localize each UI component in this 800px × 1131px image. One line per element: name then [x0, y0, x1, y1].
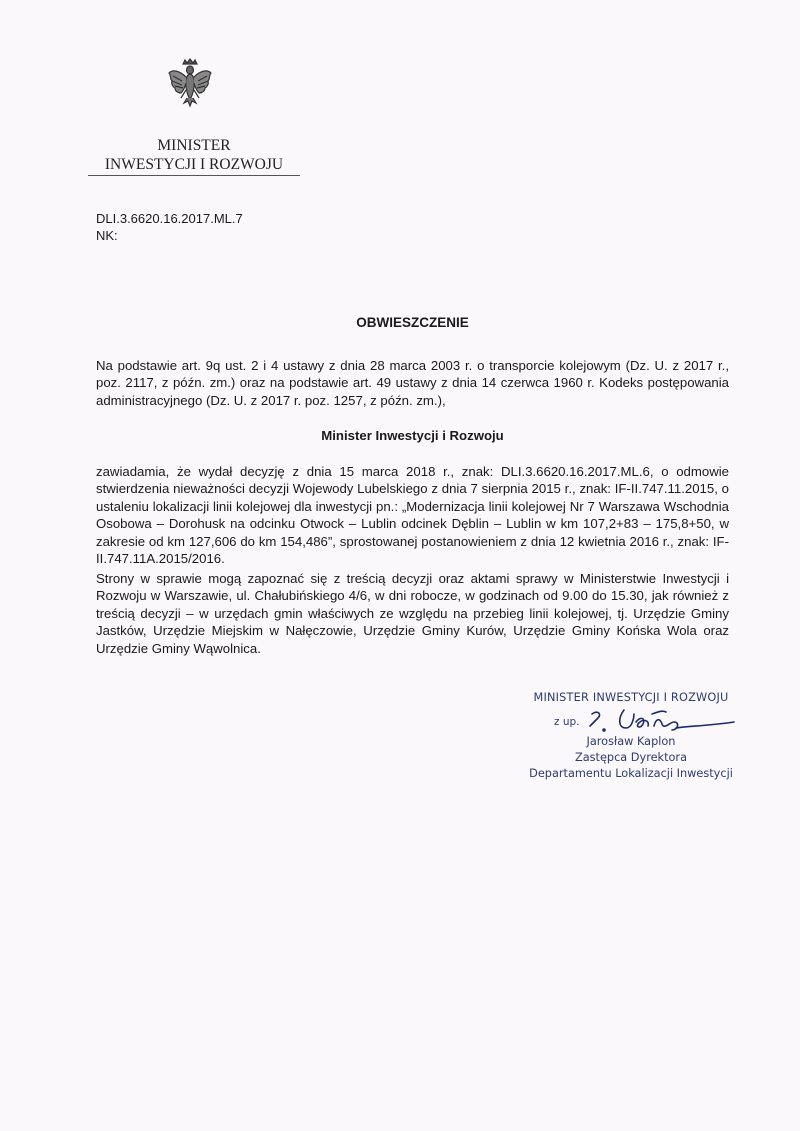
access-paragraph: Strony w sprawie mogą zapoznać się z treścią decyzji oraz aktami sprawy w Ministerstwie Inwestycji i Rozwoju w Warszawie, ul. Chałubińskiego 4/6, w dni robocze, w godzinach od 9.00 do 15.30, jak również z treścią decyzji – w urzędach gmin właściwych ze względu na przebieg linii kolejowej, tj. Urzędzie Gminy Jastków, Urzędzie Miejskim w Nałęczowie, Urzędzie Gminy Kurów, Urzędzie Gminy Końska Wola oraz Urzędzie Gminy Wąwolnica.	[96, 571, 729, 656]
reference-block	[96, 210, 243, 244]
ministry-line-1: MINISTER	[157, 137, 231, 154]
handwritten-signature-icon	[588, 704, 738, 736]
header-divider	[88, 175, 300, 176]
authority-heading: Minister Inwestycji i Rozwoju	[321, 428, 504, 443]
legal-basis-paragraph: Na podstawie art. 9q ust. 2 i 4 ustawy z dnia 28 marca 2003 r. o transporcie kolejowym (Dz. U. z 2017 r., poz. 2117, z późn. zm.) oraz na podstawie art. 49 ustawy z dnia 14 czerwca 1960 r. Kodeks postępowania administracyjnego (Dz. U. z 2017 r. poz. 1257, z późn. zm.),	[96, 358, 729, 408]
ministry-line-2: INWESTYCJI I ROZWOJU	[104, 156, 284, 173]
stamp-organization: MINISTER INWESTYCJI I ROZWOJU	[533, 691, 729, 704]
signatory-name: Jarosław Kaplon	[586, 735, 676, 748]
document-title: OBWIESZCZENIE	[356, 315, 469, 330]
nk-label: NK:	[96, 228, 118, 243]
eagle-emblem-icon	[166, 57, 214, 111]
signature-prefix: z up.	[554, 716, 580, 728]
ministry-header	[88, 136, 300, 174]
signatory-department: Departamentu Lokalizacji Inwestycji	[529, 767, 733, 780]
signatory-position: Zastępca Dyrektora	[574, 751, 687, 764]
decision-paragraph: zawiadamia, że wydał decyzję z dnia 15 marca 2018 r., znak: DLI.3.6620.16.2017.ML.6, o odmowie stwierdzenia nieważności decyzji Wojewody Lubelskiego z dnia 7 sierpnia 2015 r., znak: IF-II.747.11.2015, o ustaleniu lokalizacji linii kolejowej dla inwestycji pn.: „Modernizacja linii kolejowej Nr 7 Warszawa Wschodnia Osobowa – Dorohusk na odcinku Otwock – Lublin odcinek Dęblin – Lublin w km 107,2+83 – 175,8+50, w zakresie od km 127,606 do km 154,486”, sprostowanej postanowieniem z dnia 12 kwietnia 2016 r., znak: IF-II.747.11A.2015/2016.	[96, 464, 729, 567]
case-number: DLI.3.6620.16.2017.ML.7	[96, 211, 243, 226]
signature-stamp	[500, 690, 762, 782]
